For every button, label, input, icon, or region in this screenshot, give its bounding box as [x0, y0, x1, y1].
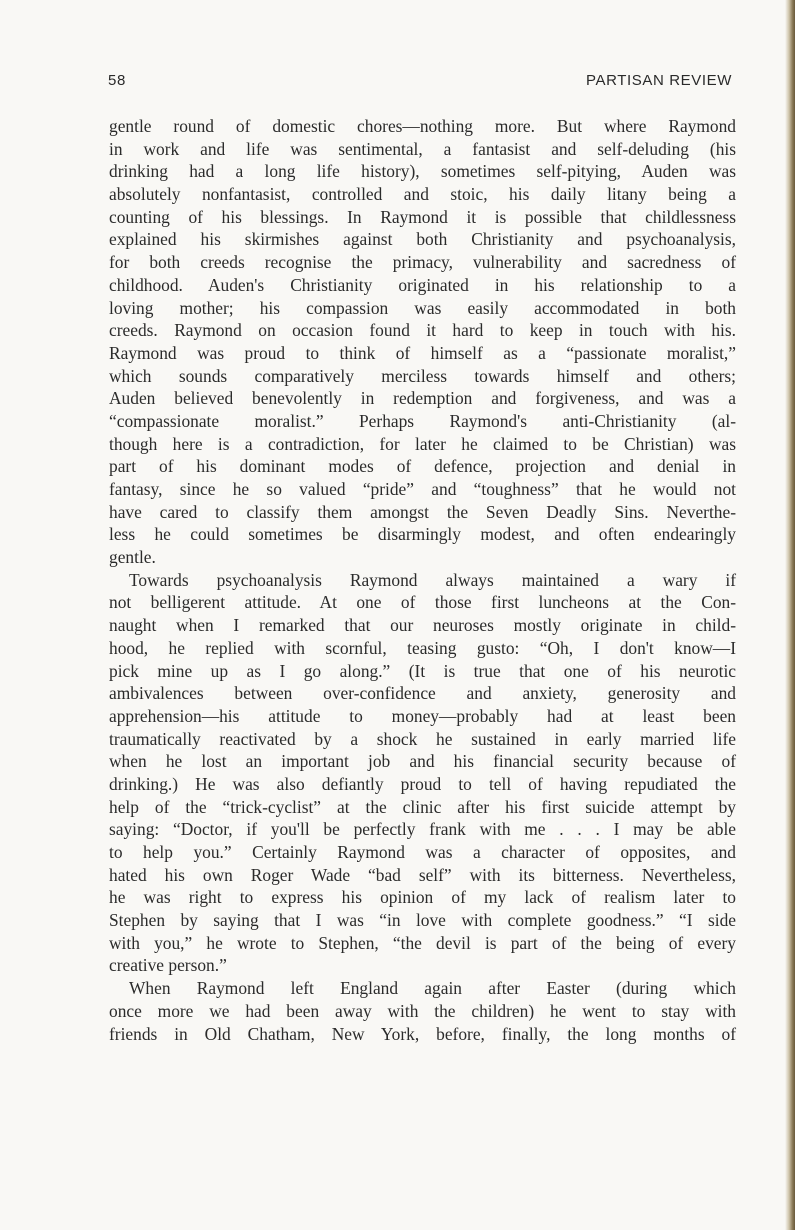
text-line: when he lost an important job and his financial security because of [109, 751, 736, 772]
text-line: “compassionate moralist.” Perhaps Raymond's anti-Christianity (al- [109, 410, 736, 431]
text-line: once more we had been away with the children) he went to stay with [109, 1000, 736, 1021]
text-line: childhood. Auden's Christianity originated in his relationship to a [109, 274, 736, 295]
paragraph-end-line: gentle. [109, 547, 156, 568]
journal-title: PARTISAN REVIEW [586, 72, 732, 89]
text-line: to help you.” Certainly Raymond was a character of opposites, and [109, 842, 736, 862]
text-line: drinking had a long life history), sometimes self-pitying, Auden was [109, 161, 736, 182]
page-number: 58 [108, 72, 126, 89]
text-line: part of his dominant modes of defence, projection and denial in [109, 456, 736, 477]
page-edge-shadow [785, 0, 795, 1230]
text-line: fantasy, since he so valued “pride” and “toughness” that he would not [109, 479, 736, 499]
text-line: friends in Old Chatham, New York, before, finally, the long months of [109, 1023, 736, 1044]
text-line: absolutely nonfantasist, controlled and stoic, his daily litany being a [109, 184, 736, 205]
text-line: apprehension—his attitude to money—probably had at least been [109, 705, 736, 726]
paragraph-start-line: Towards psychoanalysis Raymond always maintained a wary if [129, 569, 736, 590]
text-line: pick mine up as I go along.” (It is true that one of his neurotic [109, 660, 736, 681]
text-line: not belligerent attitude. At one of those first luncheons at the Con- [109, 592, 736, 613]
paragraph-end-line: creative person.” [109, 955, 227, 976]
text-line: gentle round of domestic chores—nothing more. But where Raymond [109, 116, 736, 136]
running-header [108, 72, 732, 94]
text-line: traumatically reactivated by a shock he sustained in early married life [109, 728, 736, 749]
text-line: in work and life was sentimental, a fantasist and self-deluding (his [109, 138, 736, 159]
body-text [109, 115, 736, 1045]
text-line: hood, he replied with scornful, teasing gusto: “Oh, I don't know—I [109, 637, 736, 658]
text-line: with you,” he wrote to Stephen, “the devil is part of the being of every [109, 932, 736, 953]
text-line: counting of his blessings. In Raymond it is possible that childlessness [109, 206, 736, 227]
paragraph-start-line: When Raymond left England again after Easter (during which [129, 978, 736, 999]
text-line: creeds. Raymond on occasion found it hard to keep in touch with his. [109, 320, 736, 341]
text-line: though here is a contradiction, for later he claimed to be Christian) was [109, 433, 736, 454]
text-line: explained his skirmishes against both Christianity and psychoanalysis, [109, 229, 736, 250]
text-line: which sounds comparatively merciless towards himself and others; [109, 365, 736, 386]
text-line: ambivalences between over-confidence and anxiety, generosity and [109, 683, 736, 704]
text-line: he was right to express his opinion of my lack of realism later to [109, 887, 736, 908]
text-line: Stephen by saying that I was “in love with complete goodness.” “I side [109, 910, 736, 931]
text-line: help of the “trick-cyclist” at the clinic after his first suicide attempt by [109, 796, 736, 817]
text-line: saying: “Doctor, if you'll be perfectly frank with me . . . I may be able [109, 819, 736, 840]
text-line: Raymond was proud to think of himself as a “passionate moralist,” [109, 342, 736, 363]
text-line: less he could sometimes be disarmingly modest, and often endearingly [109, 524, 736, 545]
text-line: drinking.) He was also defiantly proud to tell of having repudiated the [109, 773, 736, 794]
text-line: loving mother; his compassion was easily accommodated in both [109, 297, 736, 318]
text-line: Auden believed benevolently in redemption and forgiveness, and was a [109, 388, 736, 409]
text-line: hated his own Roger Wade “bad self” with its bitterness. Nevertheless, [109, 864, 736, 885]
text-line: naught when I remarked that our neuroses mostly originate in child- [109, 615, 736, 636]
text-line: for both creeds recognise the primacy, vulnerability and sacredness of [109, 252, 736, 273]
text-line: have cared to classify them amongst the Seven Deadly Sins. Neverthe- [109, 501, 736, 522]
